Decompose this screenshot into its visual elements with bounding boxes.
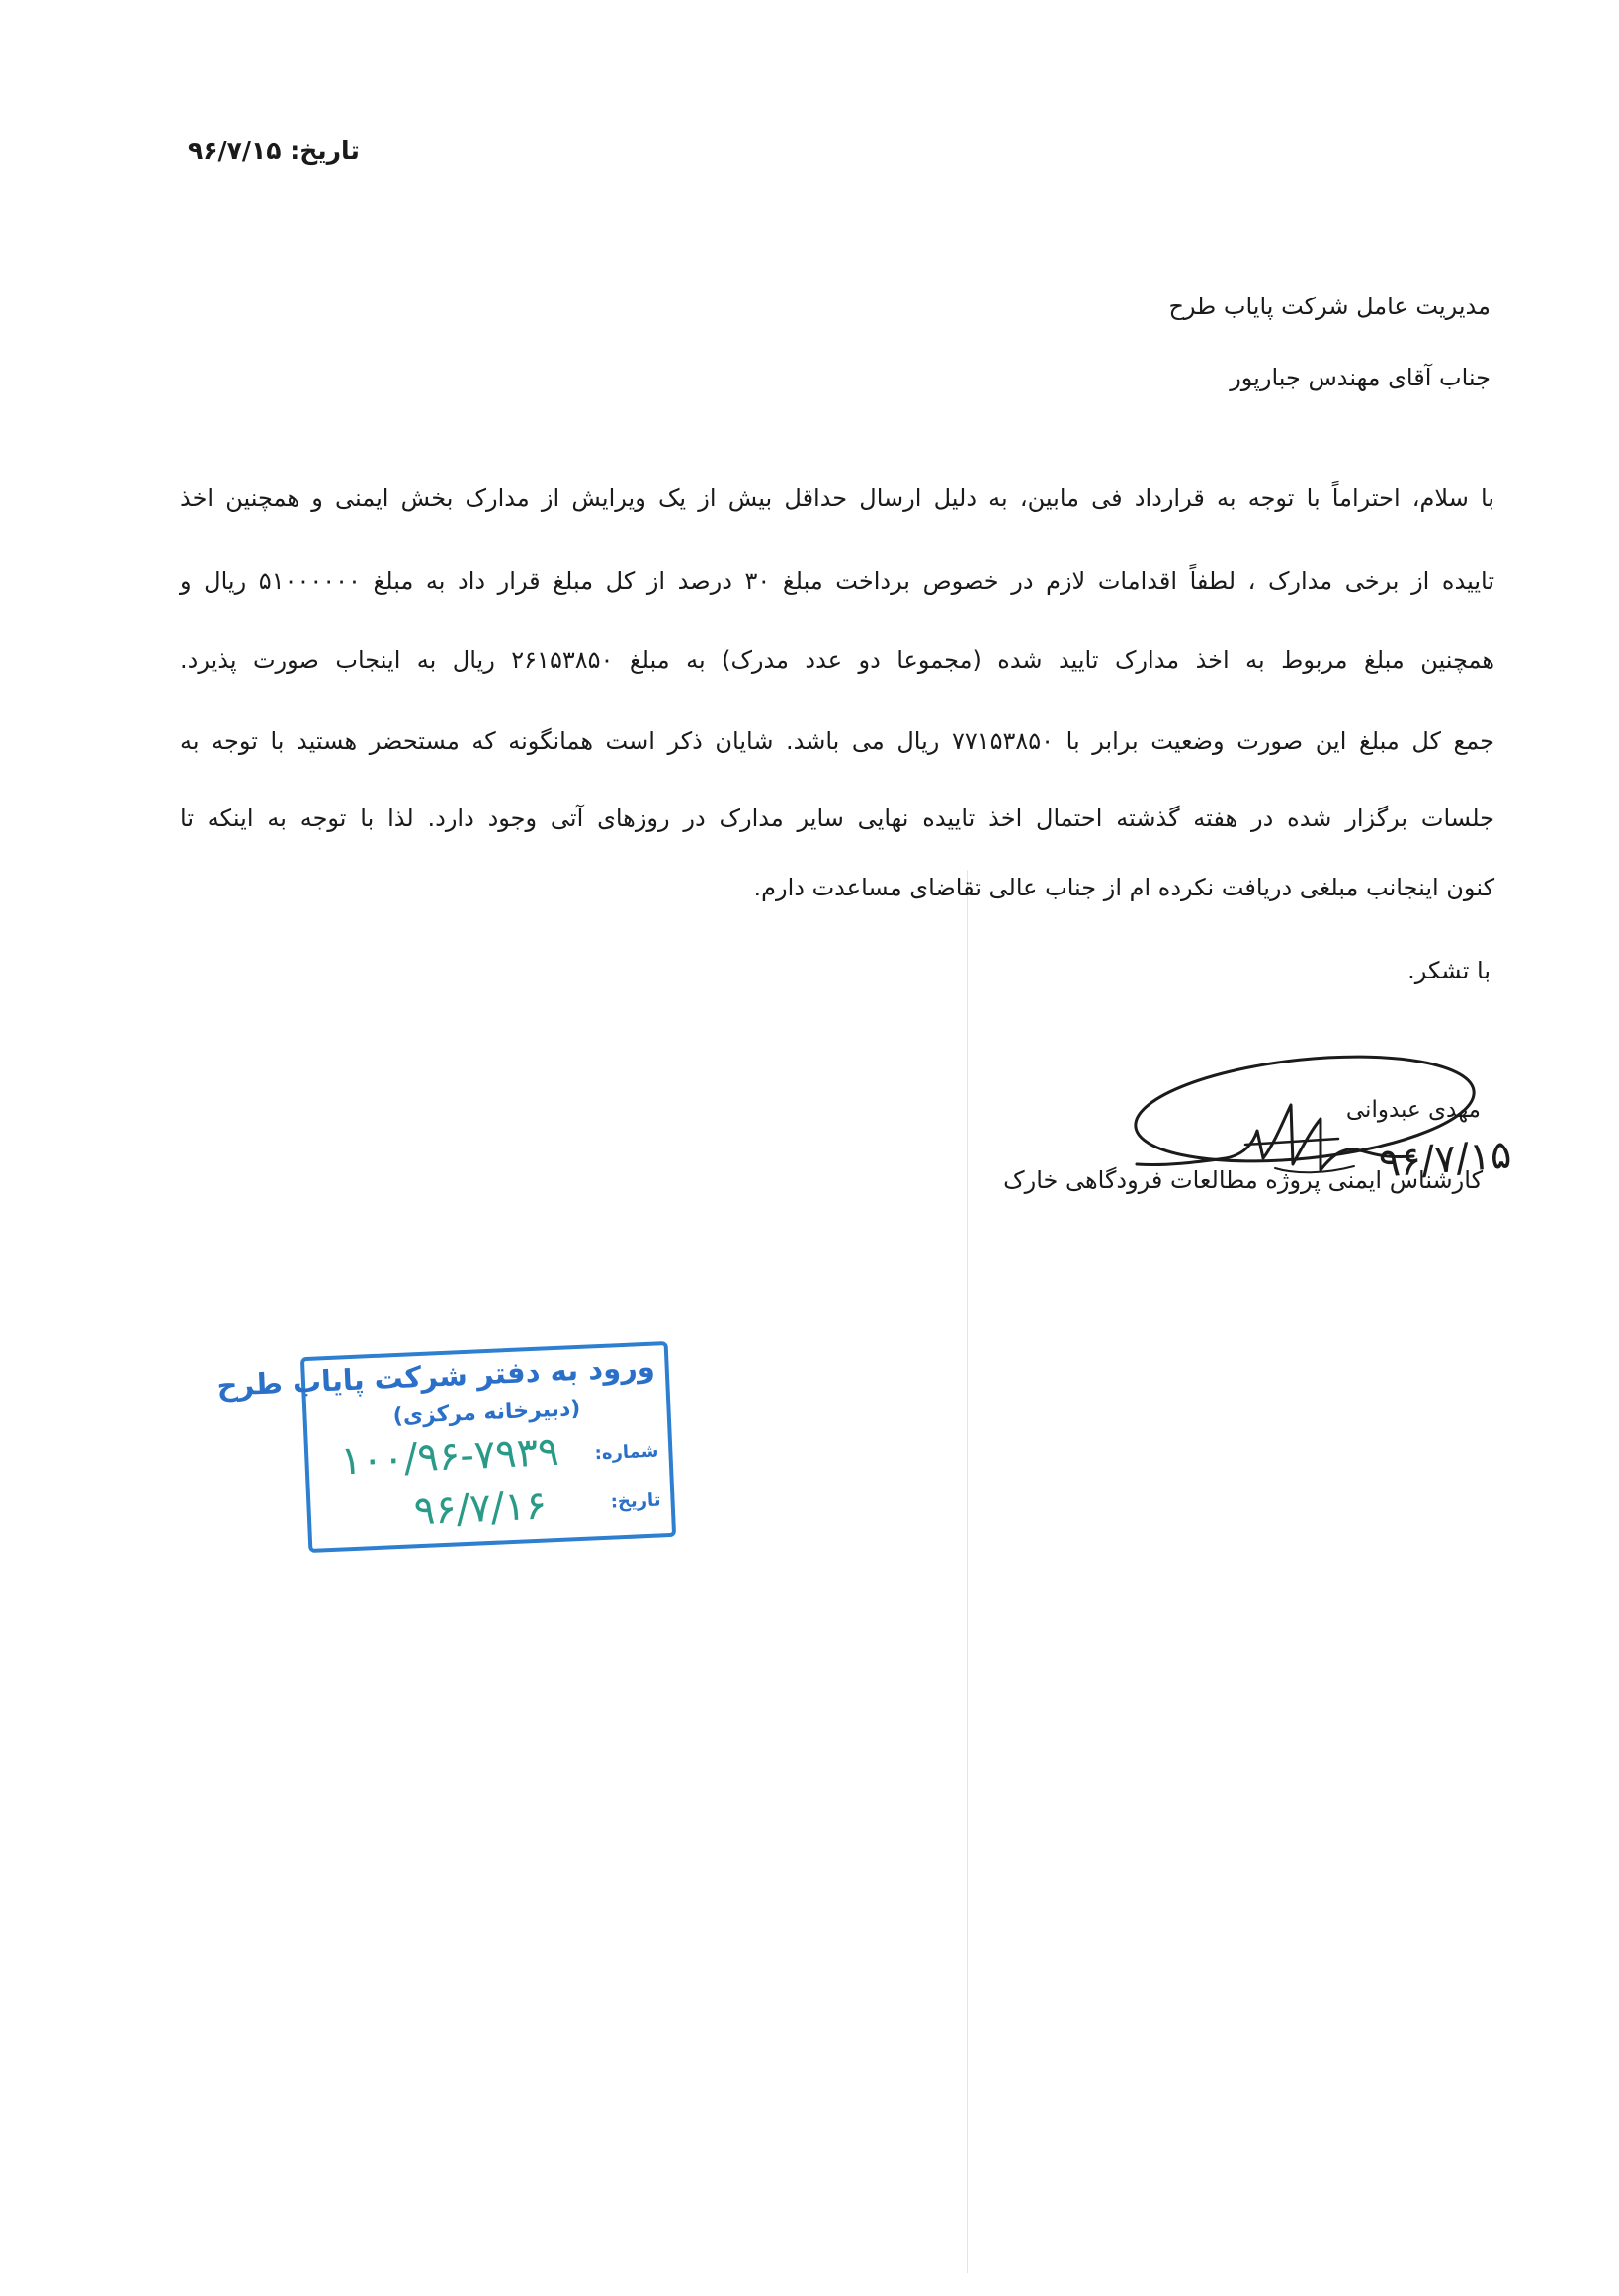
body-line-4: جمع کل مبلغ این صورت وضعیت برابر با ۷۷۱۵۳۸۵۰ ریال می باشد. شایان ذکر است همانگونه که مستحضر هستید با توجه به [180,727,1494,755]
stamp-number-value: ۱۰۰/۹۶-۷۹۳۹ [339,1428,560,1485]
closing-thanks: با تشکر. [1407,957,1491,984]
stamp-date-label: تاریخ: [610,1489,661,1513]
recipient-person: جناب آقای مهندس جبارپور [1230,364,1491,391]
body-line-3: همچنین مبلغ مربوط به اخذ مدارک تایید شده (مجموعا دو عدد مدرک) به مبلغ ۲۶۱۵۳۸۵۰ ریال به اینجاب صورت پذیرد. [180,646,1494,674]
recipient-organization: مدیریت عامل شرکت پایاب طرح [1168,293,1491,320]
stamp-subtitle: (دبیرخانه مرکزی) [392,1396,581,1430]
signature-block [979,1048,1512,1245]
stamp-date-value: ۹۶/۷/۱۶ [412,1483,549,1535]
scan-fold-line [967,870,968,2273]
stamp-title: ورود به دفتر شرکت پایاب طرح [215,1349,656,1403]
body-line-5: جلسات برگزار شده در هفته گذشته احتمال اخذ تاییده نهایی سایر مدارک در روزهای آتی وجود دارد. لذا با توجه به اینکه تا [180,805,1494,832]
receipt-stamp [215,1341,676,1553]
signer-title: کارشناس ایمنی پروژه مطالعات فرودگاهی خارک [1003,1166,1483,1194]
body-line-1: با سلام، احتراماً با توجه به قرارداد فی مابین، به دلیل ارسال حداقل بیش از یک ویرایش از مدارک بخش ایمنی و همچنین اخذ [180,484,1494,512]
body-line-6: کنون اینجانب مبلغی دریافت نکرده ام از جناب عالی تقاضای مساعدت دارم. [753,874,1494,901]
signer-name: مهدی عبدوانی [1345,1097,1481,1123]
letter-date: تاریخ: ۹۶/۷/۱۵ [188,136,360,165]
handwritten-date: ۹۶/۷/۱۵ [1377,1132,1513,1187]
stamp-number-label: شماره: [594,1440,659,1465]
body-line-2: تاییده از برخی مدارک ، لطفاً اقدامات لازم در خصوص برداخت مبلغ ۳۰ درصد از کل مبلغ قرار داد به مبلغ ۵۱۰۰۰۰۰۰ ریال و [180,567,1495,595]
